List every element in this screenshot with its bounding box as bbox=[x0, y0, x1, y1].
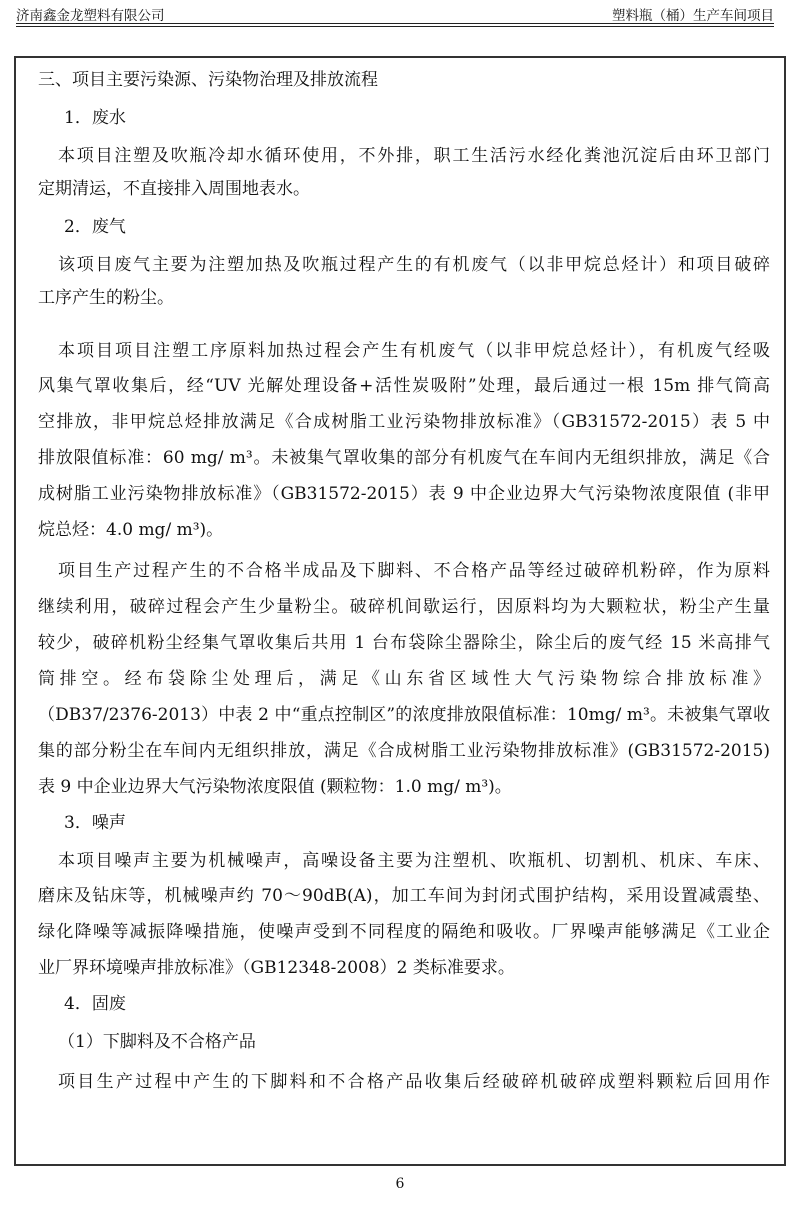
text-line: 绿化降噪等减振降噪措施，使噪声受到不同程度的隔绝和吸收。厂界噪声能够满足《工业企 bbox=[38, 922, 770, 942]
text-line: 空排放，非甲烷总烃排放满足《合成树脂工业污染物排放标准》（GB31572-2015）表 5 中 bbox=[38, 412, 770, 432]
text-line: 筒排空。经布袋除尘处理后，满足《山东省区域性大气污染物综合排放标准》 bbox=[38, 669, 770, 689]
text-line: 项目生产过程中产生的下脚料和不合格产品收集后经破碎机破碎成塑料颗粒后回用作 bbox=[58, 1072, 770, 1092]
page-number: 6 bbox=[395, 1176, 405, 1192]
content-frame bbox=[14, 56, 786, 1166]
text-line: 排放限值标准：60 mg/ m³。未被集气罩收集的部分有机废气在车间内无组织排放，满足《合 bbox=[38, 448, 770, 468]
text-line: 继续利用，破碎过程会产生少量粉尘。破碎机间歇运行，因原料均为大颗粒状，粉尘产生量 bbox=[38, 597, 770, 617]
text-line: 本项目项目注塑工序原料加热过程会产生有机废气（以非甲烷总烃计），有机废气经吸 bbox=[58, 341, 770, 361]
subheading-noise: 3．噪声 bbox=[64, 813, 126, 833]
text-line: 表 9 中企业边界大气污染物浓度限值 (颗粒物：1.0 mg/ m³)。 bbox=[38, 777, 512, 797]
subheading-solid-waste: 4．固废 bbox=[64, 994, 126, 1014]
text-line: 本项目注塑及吹瓶冷却水循环使用，不外排，职工生活污水经化粪池沉淀后由环卫部门 bbox=[58, 146, 770, 166]
text-line: 工序产生的粉尘。 bbox=[38, 288, 174, 308]
text-line: 本项目噪声主要为机械噪声，高噪设备主要为注塑机、吹瓶机、切割机、机床、车床、 bbox=[58, 851, 770, 871]
subheading-scraps: （1）下脚料及不合格产品 bbox=[58, 1032, 256, 1052]
subheading-waste-gas: 2．废气 bbox=[64, 217, 126, 237]
header-rule bbox=[16, 23, 774, 24]
text-line: 烷总烃：4.0 mg/ m³)。 bbox=[38, 520, 224, 540]
page-header bbox=[16, 2, 774, 24]
text-line: 集的部分粉尘在车间内无组织排放，满足《合成树脂工业污染物排放标准》(GB31572-2015) bbox=[38, 741, 770, 761]
text-line: 业厂界环境噪声排放标准》（GB12348-2008）2 类标准要求。 bbox=[38, 958, 515, 978]
text-line: 项目生产过程产生的不合格半成品及下脚料、不合格产品等经过破碎机粉碎，作为原料 bbox=[58, 561, 770, 581]
text-line: 该项目废气主要为注塑加热及吹瓶过程产生的有机废气（以非甲烷总烃计）和项目破碎 bbox=[58, 255, 770, 275]
header-company: 济南鑫金龙塑料有限公司 bbox=[16, 8, 165, 24]
text-line: 风集气罩收集后，经“UV 光解处理设备+活性炭吸附”处理，最后通过一根 15m 排气筒高 bbox=[38, 376, 770, 396]
text-line: 较少，破碎机粉尘经集气罩收集后共用 1 台布袋除尘器除尘，除尘后的废气经 15 米高排气 bbox=[38, 633, 770, 653]
text-line: 磨床及钻床等，机械噪声约 70～90dB(A)，加工车间为封闭式围护结构，采用设置减震垫、 bbox=[38, 886, 770, 906]
text-line: 成树脂工业污染物排放标准》（GB31572-2015）表 9 中企业边界大气污染物浓度限值 (非甲 bbox=[38, 484, 770, 504]
text-line: 定期清运，不直接排入周围地表水。 bbox=[38, 179, 310, 199]
text-line: （DB37/2376-2013）中表 2 中“重点控制区”的浓度排放限值标准：10mg/ m³。未被集气罩收 bbox=[38, 705, 770, 725]
subheading-wastewater: 1．废水 bbox=[64, 108, 126, 128]
section-heading: 三、项目主要污染源、污染物治理及排放流程 bbox=[38, 70, 378, 90]
header-project: 塑料瓶（桶）生产车间项目 bbox=[612, 8, 774, 24]
header-rule-secondary bbox=[16, 26, 774, 27]
